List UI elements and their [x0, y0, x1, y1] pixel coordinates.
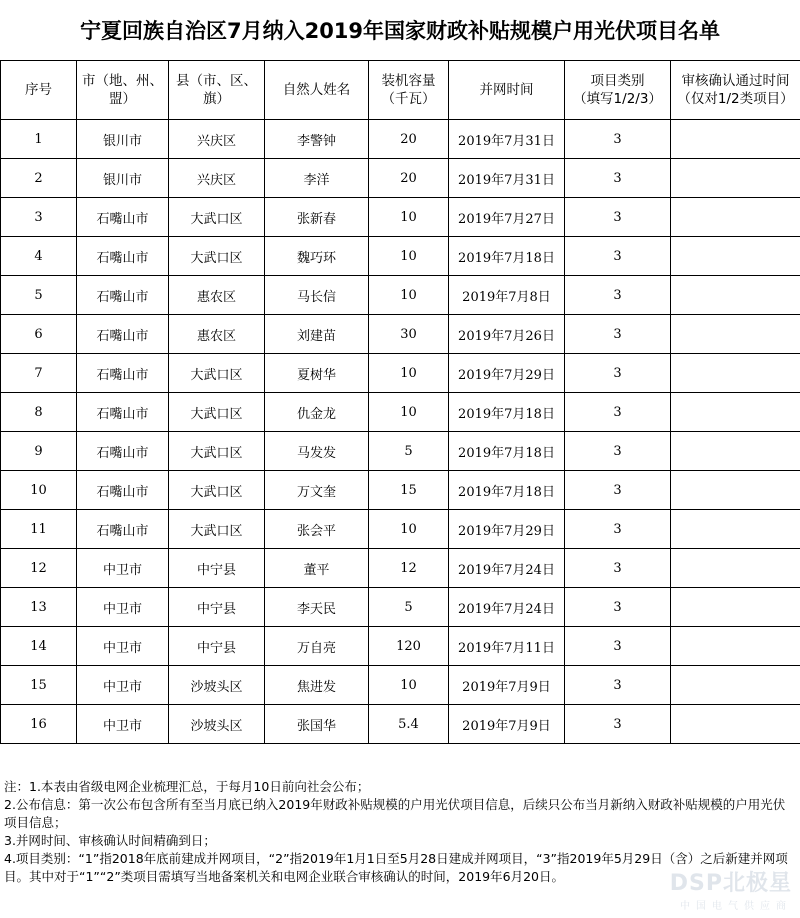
column-header [169, 61, 265, 120]
column-header-line: 自然人姓名 [282, 82, 351, 98]
cell-city: 石嘴山市 [77, 354, 169, 393]
cell-county: 大武口区 [169, 237, 265, 276]
cell-county: 沙坡头区 [169, 705, 265, 744]
cell-no: 1 [1, 120, 77, 159]
cell-name: 李天民 [265, 588, 369, 627]
note-1: 注：1.本表由省级电网企业梳理汇总，于每月10日前向社会公布； [4, 779, 370, 794]
cell-grid-date: 2019年7月29日 [449, 510, 565, 549]
column-header [1, 61, 77, 120]
cell-grid-date: 2019年7月31日 [449, 120, 565, 159]
table-row [1, 393, 800, 432]
cell-no: 9 [1, 432, 77, 471]
cell-city: 银川市 [77, 159, 169, 198]
column-header-line: 序号 [25, 82, 52, 98]
cell-grid-date: 2019年7月11日 [449, 627, 565, 666]
cell-capacity: 5.4 [369, 705, 449, 744]
cell-category: 3 [565, 159, 671, 198]
cell-grid-date: 2019年7月29日 [449, 354, 565, 393]
cell-name: 李洋 [265, 159, 369, 198]
cell-city: 中卫市 [77, 588, 169, 627]
cell-review [671, 198, 800, 237]
cell-review [671, 549, 800, 588]
cell-review [671, 315, 800, 354]
cell-name: 夏树华 [265, 354, 369, 393]
notes [4, 778, 796, 886]
column-header [369, 61, 449, 120]
cell-category: 3 [565, 432, 671, 471]
cell-city: 中卫市 [77, 627, 169, 666]
cell-no: 3 [1, 198, 77, 237]
cell-category: 3 [565, 549, 671, 588]
cell-county: 惠农区 [169, 315, 265, 354]
cell-city: 中卫市 [77, 705, 169, 744]
cell-county: 兴庆区 [169, 159, 265, 198]
cell-county: 沙坡头区 [169, 666, 265, 705]
cell-review [671, 471, 800, 510]
table-row [1, 237, 800, 276]
column-header-line: （千瓦） [381, 91, 436, 107]
cell-category: 3 [565, 120, 671, 159]
table-row [1, 432, 800, 471]
cell-county: 惠农区 [169, 276, 265, 315]
cell-name: 刘建苗 [265, 315, 369, 354]
cell-review [671, 627, 800, 666]
cell-grid-date: 2019年7月9日 [449, 666, 565, 705]
cell-name: 李警钟 [265, 120, 369, 159]
cell-capacity: 30 [369, 315, 449, 354]
cell-capacity: 10 [369, 393, 449, 432]
column-header [77, 61, 169, 120]
cell-review [671, 276, 800, 315]
cell-city: 银川市 [77, 120, 169, 159]
cell-grid-date: 2019年7月9日 [449, 705, 565, 744]
cell-review [671, 159, 800, 198]
cell-county: 大武口区 [169, 393, 265, 432]
cell-city: 石嘴山市 [77, 276, 169, 315]
cell-county: 大武口区 [169, 354, 265, 393]
cell-grid-date: 2019年7月24日 [449, 588, 565, 627]
cell-review [671, 432, 800, 471]
cell-review [671, 588, 800, 627]
cell-name: 仇金龙 [265, 393, 369, 432]
cell-no: 11 [1, 510, 77, 549]
table-row [1, 510, 800, 549]
cell-review [671, 510, 800, 549]
cell-capacity: 5 [369, 432, 449, 471]
cell-capacity: 10 [369, 276, 449, 315]
cell-grid-date: 2019年7月18日 [449, 471, 565, 510]
cell-category: 3 [565, 666, 671, 705]
table-row [1, 666, 800, 705]
cell-category: 3 [565, 354, 671, 393]
cell-review [671, 666, 800, 705]
cell-category: 3 [565, 198, 671, 237]
cell-name: 张会平 [265, 510, 369, 549]
table-row [1, 315, 800, 354]
table-header-row [1, 61, 800, 120]
watermark-sub-text: 中国电气供应商 [680, 901, 792, 912]
column-header-line: 审核确认通过时间 [681, 73, 790, 89]
cell-city: 石嘴山市 [77, 393, 169, 432]
table-row [1, 549, 800, 588]
cell-no: 7 [1, 354, 77, 393]
cell-grid-date: 2019年7月26日 [449, 315, 565, 354]
table-row [1, 159, 800, 198]
watermark-logo-text: DSP北极星 [669, 871, 792, 896]
cell-county: 中宁县 [169, 549, 265, 588]
table-row [1, 120, 800, 159]
cell-grid-date: 2019年7月18日 [449, 237, 565, 276]
table-row [1, 354, 800, 393]
cell-county: 大武口区 [169, 510, 265, 549]
cell-county: 大武口区 [169, 432, 265, 471]
cell-grid-date: 2019年7月18日 [449, 393, 565, 432]
cell-review [671, 393, 800, 432]
cell-review [671, 237, 800, 276]
column-header [265, 61, 369, 120]
cell-no: 4 [1, 237, 77, 276]
column-header-line: （仅对1/2类项目） [677, 91, 794, 107]
cell-category: 3 [565, 237, 671, 276]
note-3: 3.并网时间、审核确认时间精确到日； [4, 833, 216, 848]
cell-no: 12 [1, 549, 77, 588]
cell-city: 中卫市 [77, 549, 169, 588]
cell-name: 万自亮 [265, 627, 369, 666]
cell-name: 马长信 [265, 276, 369, 315]
cell-capacity: 10 [369, 666, 449, 705]
cell-no: 15 [1, 666, 77, 705]
page-title: 宁夏回族自治区7月纳入2019年国家财政补贴规模户用光伏项目名单 [79, 19, 721, 43]
column-header-line: 并网时间 [479, 82, 534, 98]
cell-no: 13 [1, 588, 77, 627]
project-table [0, 60, 800, 744]
cell-category: 3 [565, 510, 671, 549]
table-body [1, 120, 800, 744]
cell-review [671, 705, 800, 744]
cell-category: 3 [565, 393, 671, 432]
cell-name: 董平 [265, 549, 369, 588]
cell-capacity: 5 [369, 588, 449, 627]
cell-no: 16 [1, 705, 77, 744]
cell-city: 中卫市 [77, 666, 169, 705]
cell-city: 石嘴山市 [77, 237, 169, 276]
column-header-line: 项目类别 [590, 73, 645, 89]
cell-city: 石嘴山市 [77, 471, 169, 510]
table-row [1, 588, 800, 627]
column-header-line: 装机容量 [381, 73, 436, 89]
column-header-line: 县（市、区、 [176, 73, 257, 89]
cell-category: 3 [565, 627, 671, 666]
cell-category: 3 [565, 705, 671, 744]
cell-no: 14 [1, 627, 77, 666]
cell-name: 万文奎 [265, 471, 369, 510]
column-header [671, 61, 800, 120]
cell-name: 魏巧环 [265, 237, 369, 276]
cell-name: 焦进发 [265, 666, 369, 705]
cell-capacity: 15 [369, 471, 449, 510]
cell-city: 石嘴山市 [77, 315, 169, 354]
cell-capacity: 10 [369, 510, 449, 549]
cell-capacity: 20 [369, 120, 449, 159]
note-2: 2.公布信息：第一次公布包含所有至当月底已纳入2019年财政补贴规模的户用光伏项目信息，后续只公布当月新纳入财政补贴规模的户用光伏项目信息； [4, 797, 786, 830]
cell-no: 2 [1, 159, 77, 198]
cell-capacity: 10 [369, 354, 449, 393]
cell-city: 石嘴山市 [77, 432, 169, 471]
cell-city: 石嘴山市 [77, 510, 169, 549]
cell-capacity: 10 [369, 198, 449, 237]
column-header-line: 旗） [203, 91, 230, 107]
cell-grid-date: 2019年7月24日 [449, 549, 565, 588]
column-header-line: （填写1/2/3） [573, 91, 662, 107]
cell-grid-date: 2019年7月8日 [449, 276, 565, 315]
column-header [565, 61, 671, 120]
cell-capacity: 20 [369, 159, 449, 198]
cell-grid-date: 2019年7月31日 [449, 159, 565, 198]
cell-capacity: 10 [369, 237, 449, 276]
cell-no: 6 [1, 315, 77, 354]
column-header [449, 61, 565, 120]
table-row [1, 471, 800, 510]
cell-category: 3 [565, 315, 671, 354]
cell-category: 3 [565, 471, 671, 510]
table-row [1, 198, 800, 237]
cell-county: 中宁县 [169, 627, 265, 666]
cell-no: 10 [1, 471, 77, 510]
cell-no: 5 [1, 276, 77, 315]
cell-review [671, 354, 800, 393]
cell-county: 兴庆区 [169, 120, 265, 159]
cell-city: 石嘴山市 [77, 198, 169, 237]
note-4: 4.项目类别：“1”指2018年底前建成并网项目，“2”指2019年1月1日至5月28日建成并网项目，“3”指2019年5月29日（含）之后新建并网项目。其中对于“1”“2”类项目需填写当地备案机关和电网企业联合审核确认的时间，2019年6月20日。 [4, 851, 788, 884]
cell-name: 张国华 [265, 705, 369, 744]
cell-county: 大武口区 [169, 471, 265, 510]
cell-category: 3 [565, 276, 671, 315]
table-row [1, 627, 800, 666]
cell-category: 3 [565, 588, 671, 627]
cell-county: 中宁县 [169, 588, 265, 627]
column-header-line: 市（地、州、 [82, 73, 163, 89]
cell-no: 8 [1, 393, 77, 432]
cell-review [671, 120, 800, 159]
cell-name: 马发发 [265, 432, 369, 471]
cell-name: 张新春 [265, 198, 369, 237]
table-row [1, 705, 800, 744]
cell-county: 大武口区 [169, 198, 265, 237]
cell-grid-date: 2019年7月18日 [449, 432, 565, 471]
cell-capacity: 120 [369, 627, 449, 666]
table-row [1, 276, 800, 315]
column-header-line: 盟） [109, 91, 136, 107]
cell-grid-date: 2019年7月27日 [449, 198, 565, 237]
cell-capacity: 12 [369, 549, 449, 588]
